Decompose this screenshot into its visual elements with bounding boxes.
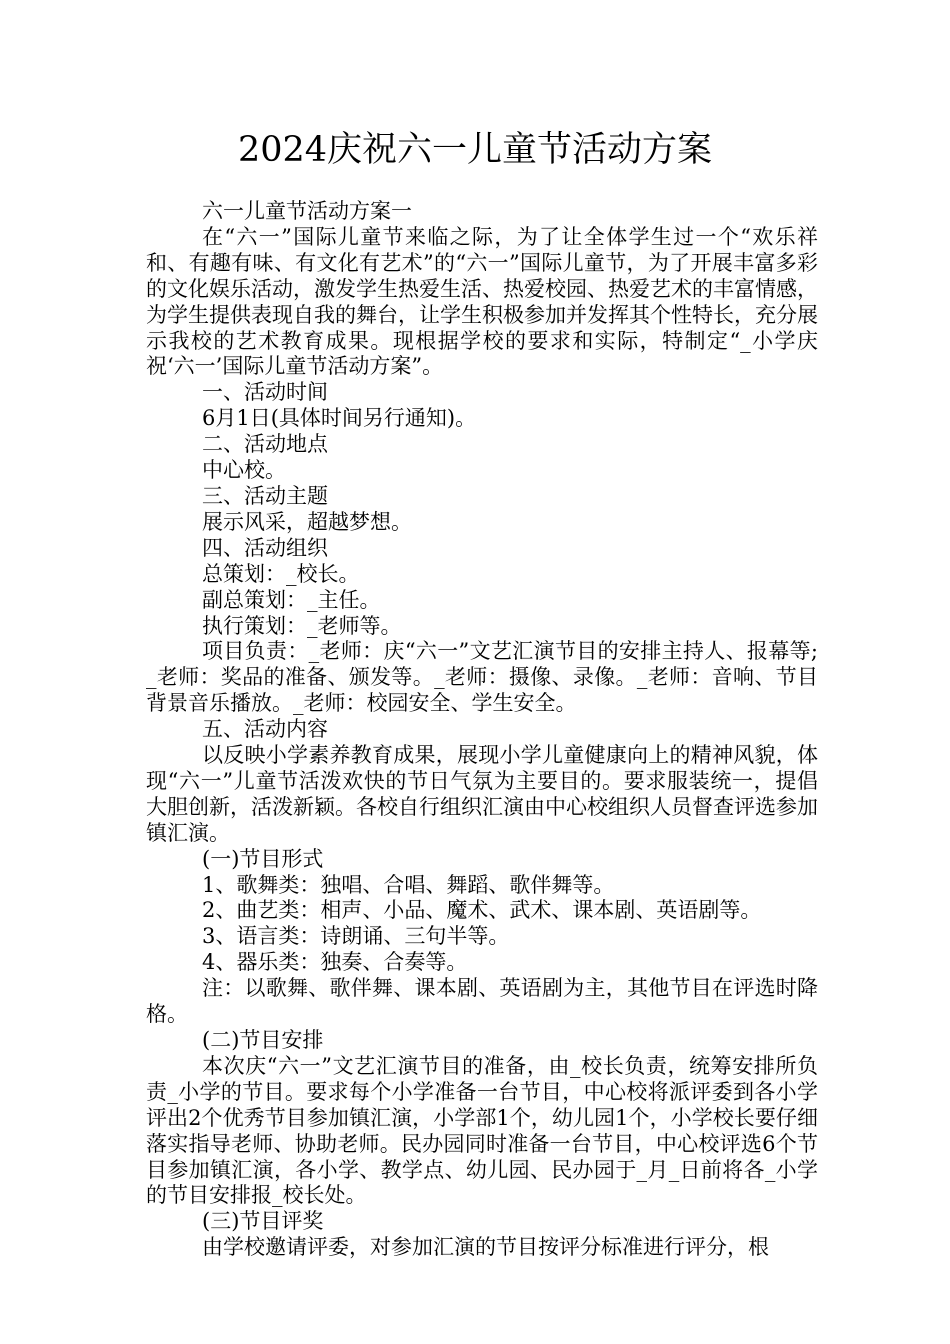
paragraph: 6月1日(具体时间另行通知)。 (202, 406, 477, 431)
section-heading: 五、活动内容 (202, 717, 328, 742)
paragraph: 执行策划：_老师等。 (202, 613, 402, 638)
paragraph: 六一儿童节活动方案一 (202, 199, 412, 223)
section-heading: 四、活动组织 (202, 535, 328, 560)
subsection-heading: (二)节目安排 (202, 1028, 324, 1052)
paragraph: 以反映小学素养教育成果，展现小学儿童健康向上的精神风貌，体现“六一”儿童节活泼欢快的节日气氛为主要目的。要求服装统一，提倡大胆创新，活泼新颖。各校自行组织汇演由中心校组织人员督查评选参加镇汇演。 (146, 743, 818, 845)
section-heading: 一、活动时间 (202, 380, 328, 405)
section-heading: 二、活动地点 (202, 432, 328, 457)
paragraph: 本次庆“六一”文艺汇演节目的准备，由_校长负责，统筹安排所负责_小学的节目。要求每个小学准备一台节目，中心校将派评委到各小学评出2个优秀节目参加镇汇演，小学部1个，幼儿园1个，小学校长要仔细落实指导老师、协助老师。民办园同时准备一台节目，中心校评选6个节目参加镇汇演，各小学、教学点、幼儿园、民办园于_月_日前将各_小学的节目安排报_校长处。 (146, 1053, 818, 1208)
paragraph: 在“六一”国际儿童节来临之际，为了让全体学生过一个“欢乐祥和、有趣有味、有文化有艺术”的“六一”国际儿童节，为了开展丰富多彩的文化娱乐活动，激发学生热爱生活、热爱校园、热爱艺术的丰富情感，为学生提供表现自我的舞台，让学生积极参加并发挥其个性特长，充分展示我校的艺术教育成果。现根据学校的要求和实际，特制定“_小学庆祝‘六一’国际儿童节活动方案”。 (146, 224, 818, 379)
subsection-heading: (一)节目形式 (202, 846, 324, 871)
paragraph: 副总策划：_主任。 (202, 587, 381, 612)
paragraph: 注：以歌舞、歌伴舞、课本剧、英语剧为主，其他节目在评选时降格。 (146, 976, 818, 1027)
list-item: 2、曲艺类：相声、小品、魔术、武术、课本剧、英语剧等。 (202, 898, 762, 923)
paragraph: 展示风采，超越梦想。 (202, 509, 412, 534)
list-item: 1、歌舞类：独唱、合唱、舞蹈、歌伴舞等。 (202, 872, 615, 897)
list-item: 4、器乐类：独奏、合奏等。 (202, 950, 468, 975)
paragraph: 由学校邀请评委，对参加汇演的节目按评分标准进行评分，根 (202, 1235, 769, 1260)
document-title: 2024庆祝六一儿童节活动方案 (237, 130, 713, 170)
list-item: 3、语言类：诗朗诵、三句半等。 (202, 924, 510, 949)
section-heading: 三、活动主题 (202, 483, 328, 508)
paragraph: 中心校。 (202, 458, 286, 483)
document-body (146, 199, 818, 1261)
paragraph: 项目负责：_老师：庆“六一”文艺汇演节目的安排主持人、报幕等;_老师：奖品的准备、颁发等。_老师：摄像、录像。_老师：音响、节目背景音乐播放。_老师：校园安全、学生安全。 (146, 639, 818, 716)
subsection-heading: (三)节目评奖 (202, 1209, 324, 1234)
paragraph: 总策划：_校长。 (202, 561, 360, 586)
